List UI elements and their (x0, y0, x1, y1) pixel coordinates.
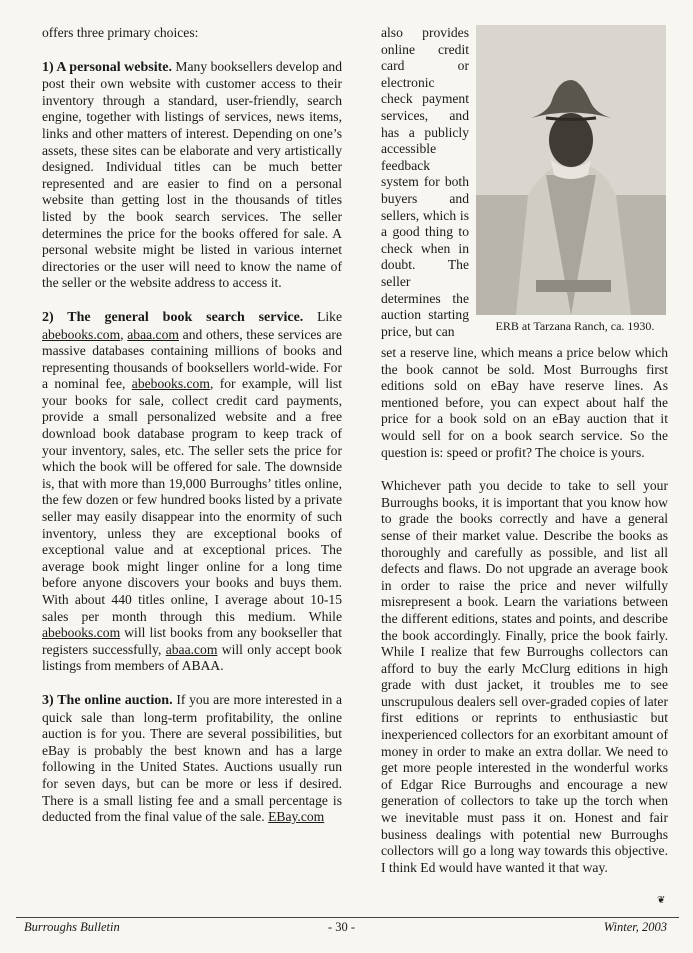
section-online-auction (42, 692, 342, 826)
paragraph-continuation: set a reserve line, which means a price below which the book cannot be sold. Most Burroughs first editions sold on eBay have reserve lines. As mentioned before, you can expect about half the price for a book sold on an eBay auction that it would sell for on a book search service. So the question is: speed or profit? The choice is yours. (381, 345, 668, 460)
section-search-service (42, 309, 342, 675)
right-column (381, 345, 668, 876)
issue-date: Winter, 2003 (603, 920, 667, 934)
section-body: Like (317, 308, 343, 324)
section-body: Many booksellers develop and post their own website with customer access to their inventory through a standard, user-friendly, search engine, together with listings of services, news items, links and other matters of interest. Depending on one’s assets, these sites can be elaborate and very artistically designed. Individual titles can be much better represented and are easier to find on a personal website than getting lost in the thousands of titles listed by the book search services. The seller determines the price for the books offered for sale. A personal website might be listed in various internet directories or the user will need to know the name of the seller or the website address to access it. (42, 58, 342, 291)
section-body: If you are more interested in a quick sale than long-term profitability, the online auction is for you. There are several possibilities, but eBay is probably the best known and has a large following in the United States. Auctions usually run for seven days, but can be more or less if desired. There is a small listing fee and a small percentage is deducted from the final value of the sale. (42, 691, 342, 825)
paragraph-closing: Whichever path you decide to take to sell your Burroughs books, it is important that you know how to grade the books correctly and have a general sense of their market value. Describe the books as thoroughly and carefully as possible, and list all defects and flaws. Do not upgrade an average book in order to raise the price and never wilfully misrepresent a book. Learn the variations between the different editions, states and points, and describe the book accordingly. Finally, price the book fairly. While I realize that few Burroughs collectors can afford to buy the early McClurg editions in high grade with dust jacket, it troubles me to see unscrupulous dealers sell over-graded copies of later first editions or reprints to enthusiastic but inexperienced collectors for an exorbitant amount of money in order to make an extra dollar. We need to get more people interested in the wonderful works of Edgar Rice Burroughs and encourage a new generation of collectors to take up the torch when we inevitable must pass it on. Honest and fair business dealings with potential new Burroughs collectors will go a long way towards this objective. I think Ed would have wanted it that way. (381, 478, 668, 875)
section-body: will only accept book listings from members of ABAA. (42, 641, 342, 674)
section-personal-website (42, 59, 342, 292)
photo-caption: ERB at Tarzana Ranch, ca. 1930. (495, 319, 655, 333)
footer-rule (16, 917, 679, 918)
link-abebooks[interactable]: abebooks.com (131, 376, 210, 392)
page-footer (16, 920, 679, 938)
right-upper-text: also provides online credit card or electronic check payment services, and has a publicly accessible feedback system for both buyers and sellers, which is a good thing to check when in doubt. The seller determines the auction starting price, but can (381, 25, 469, 339)
link-abebooks[interactable]: abebooks.com (42, 625, 121, 641)
link-ebay[interactable]: EBay.com (268, 809, 325, 825)
link-abebooks[interactable]: abebooks.com (42, 326, 121, 342)
left-column (42, 25, 342, 826)
intro-line: offers three primary choices: (42, 25, 199, 40)
end-mark: ❦ (657, 895, 666, 906)
section-body: will list books from any bookseller that registers successfully, (42, 625, 342, 657)
section-heading: 2) The general book search service. (42, 309, 304, 325)
section-body: , for example, will list your books for sale, collect credit card payments, provide a small personalized website and a free download book database program to keep track of your inventory, sales, etc. The seller sets the price for which the book will be offered for sale. The downside is, that with more than 19,000 Burroughs’ titles online, the few dozen or few hundred books listed by a private seller may easily disappear into the enormity of such inventory, unless they are exceptional books of exceptional value and at exceptional prices. The average book might linger online for a long time before anyone discovers your books and buys them. With about 440 titles online, I average about 10-15 sales per month through this medium. While (42, 376, 342, 624)
separator: , (120, 326, 124, 342)
erb-photo (476, 25, 666, 315)
section-heading: 3) The online auction. (42, 692, 173, 708)
publication-name: Burroughs Bulletin (24, 920, 120, 934)
section-body: and others, these services are massive databases containing millions of books and representing thousands of booksellers world-wide. For a nominal fee, (42, 326, 342, 392)
photo-illustration (476, 25, 666, 315)
link-abaa[interactable]: abaa.com (165, 641, 218, 657)
link-abaa[interactable]: abaa.com (127, 326, 179, 342)
page-number: - 30 - (328, 920, 356, 934)
section-heading: 1) A personal website. (42, 59, 172, 75)
